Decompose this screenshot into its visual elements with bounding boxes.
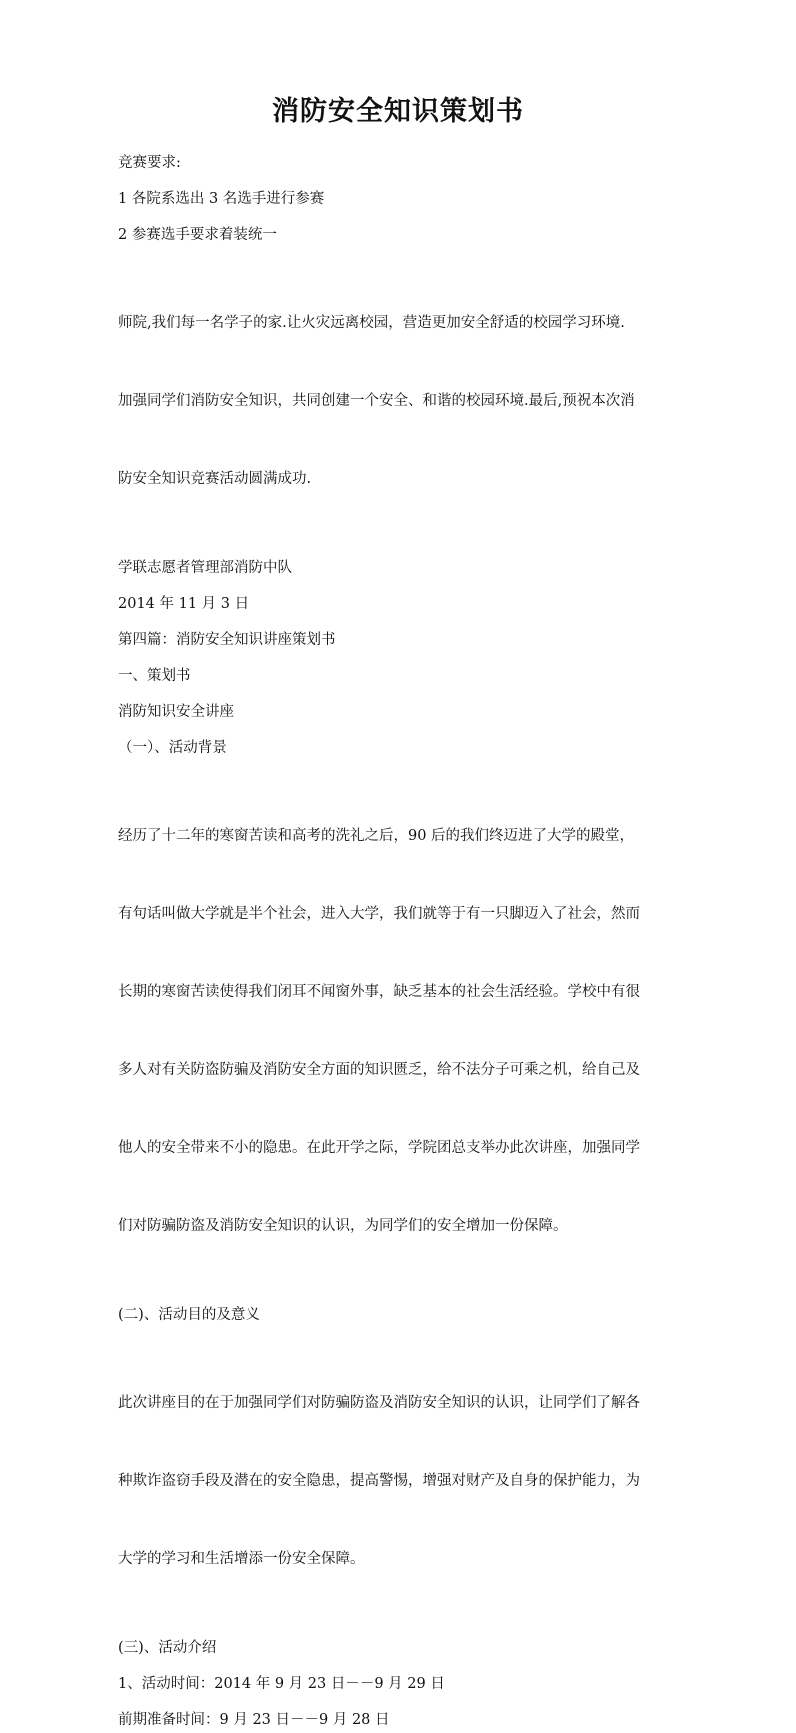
- paragraph: 消防知识安全讲座: [118, 704, 234, 720]
- paragraph: 一、策划书: [118, 668, 191, 684]
- paragraph: 2014 年 11 月 3 日: [118, 596, 250, 612]
- paragraph: 1 各院系选出 3 名选手进行参赛: [118, 191, 325, 207]
- paragraph-multiline: [118, 771, 686, 1291]
- paragraph-line: 加强同学们消防安全知识，共同创建一个安全、和谐的校园环境.最后,预祝本次消: [118, 393, 635, 409]
- paragraph-line: 有句话叫做大学就是半个社会，进入大学，我们就等于有一只脚迈入了社会，然而: [118, 906, 640, 922]
- paragraph: 2 参赛选手要求着装统一: [118, 227, 277, 243]
- paragraph-line: 们对防骗防盗及消防安全知识的认识，为同学们的安全增加一份保障。: [118, 1218, 568, 1234]
- paragraph-multiline: [118, 1338, 686, 1624]
- paragraph-line: 长期的寒窗苦读使得我们闭耳不闻窗外事，缺乏基本的社会生活经验。学校中有很: [118, 984, 640, 1000]
- paragraph: 前期准备时间：9 月 23 日－－9 月 28 日: [118, 1712, 390, 1728]
- paragraph: 竞赛要求:: [118, 155, 181, 171]
- paragraph: 1、活动时间：2014 年 9 月 23 日－－9 月 29 日: [118, 1676, 445, 1692]
- paragraph-line: 大学的学习和生活增添一份安全保障。: [118, 1551, 365, 1567]
- paragraph-line: 种欺诈盗窃手段及潜在的安全隐患，提高警惕，增强对财产及自身的保护能力，为: [118, 1473, 640, 1489]
- document-title: 消防安全知识策划书: [272, 96, 524, 127]
- paragraph: 第四篇：消防安全知识讲座策划书: [118, 632, 336, 648]
- paragraph-line: 他人的安全带来不小的隐患。在此开学之际，学院团总支举办此次讲座，加强同学: [118, 1140, 640, 1156]
- document-body: [118, 150, 686, 1733]
- paragraph: （一）、活动背景: [118, 740, 227, 756]
- paragraph-line: 多人对有关防盗防骗及消防安全方面的知识匮乏，给不法分子可乘之机，给自己及: [118, 1062, 640, 1078]
- paragraph: 学联志愿者管理部消防中队: [118, 560, 292, 576]
- paragraph-line: 师院,我们每一名学子的家.让火灾远离校园，营造更加安全舒适的校园学习环境.: [118, 315, 625, 331]
- paragraph-multiline: [118, 258, 686, 544]
- paragraph: (二)、活动目的及意义: [118, 1307, 260, 1323]
- paragraph-line: 此次讲座目的在于加强同学们对防骗防盗及消防安全知识的认识，让同学们了解各: [118, 1395, 640, 1411]
- paragraph-line: 防安全知识竞赛活动圆满成功.: [118, 471, 312, 487]
- paragraph-line: 经历了十二年的寒窗苦读和高考的洗礼之后，90 后的我们终迈进了大学的殿堂，: [118, 828, 635, 844]
- paragraph: (三)、活动介绍: [118, 1640, 217, 1656]
